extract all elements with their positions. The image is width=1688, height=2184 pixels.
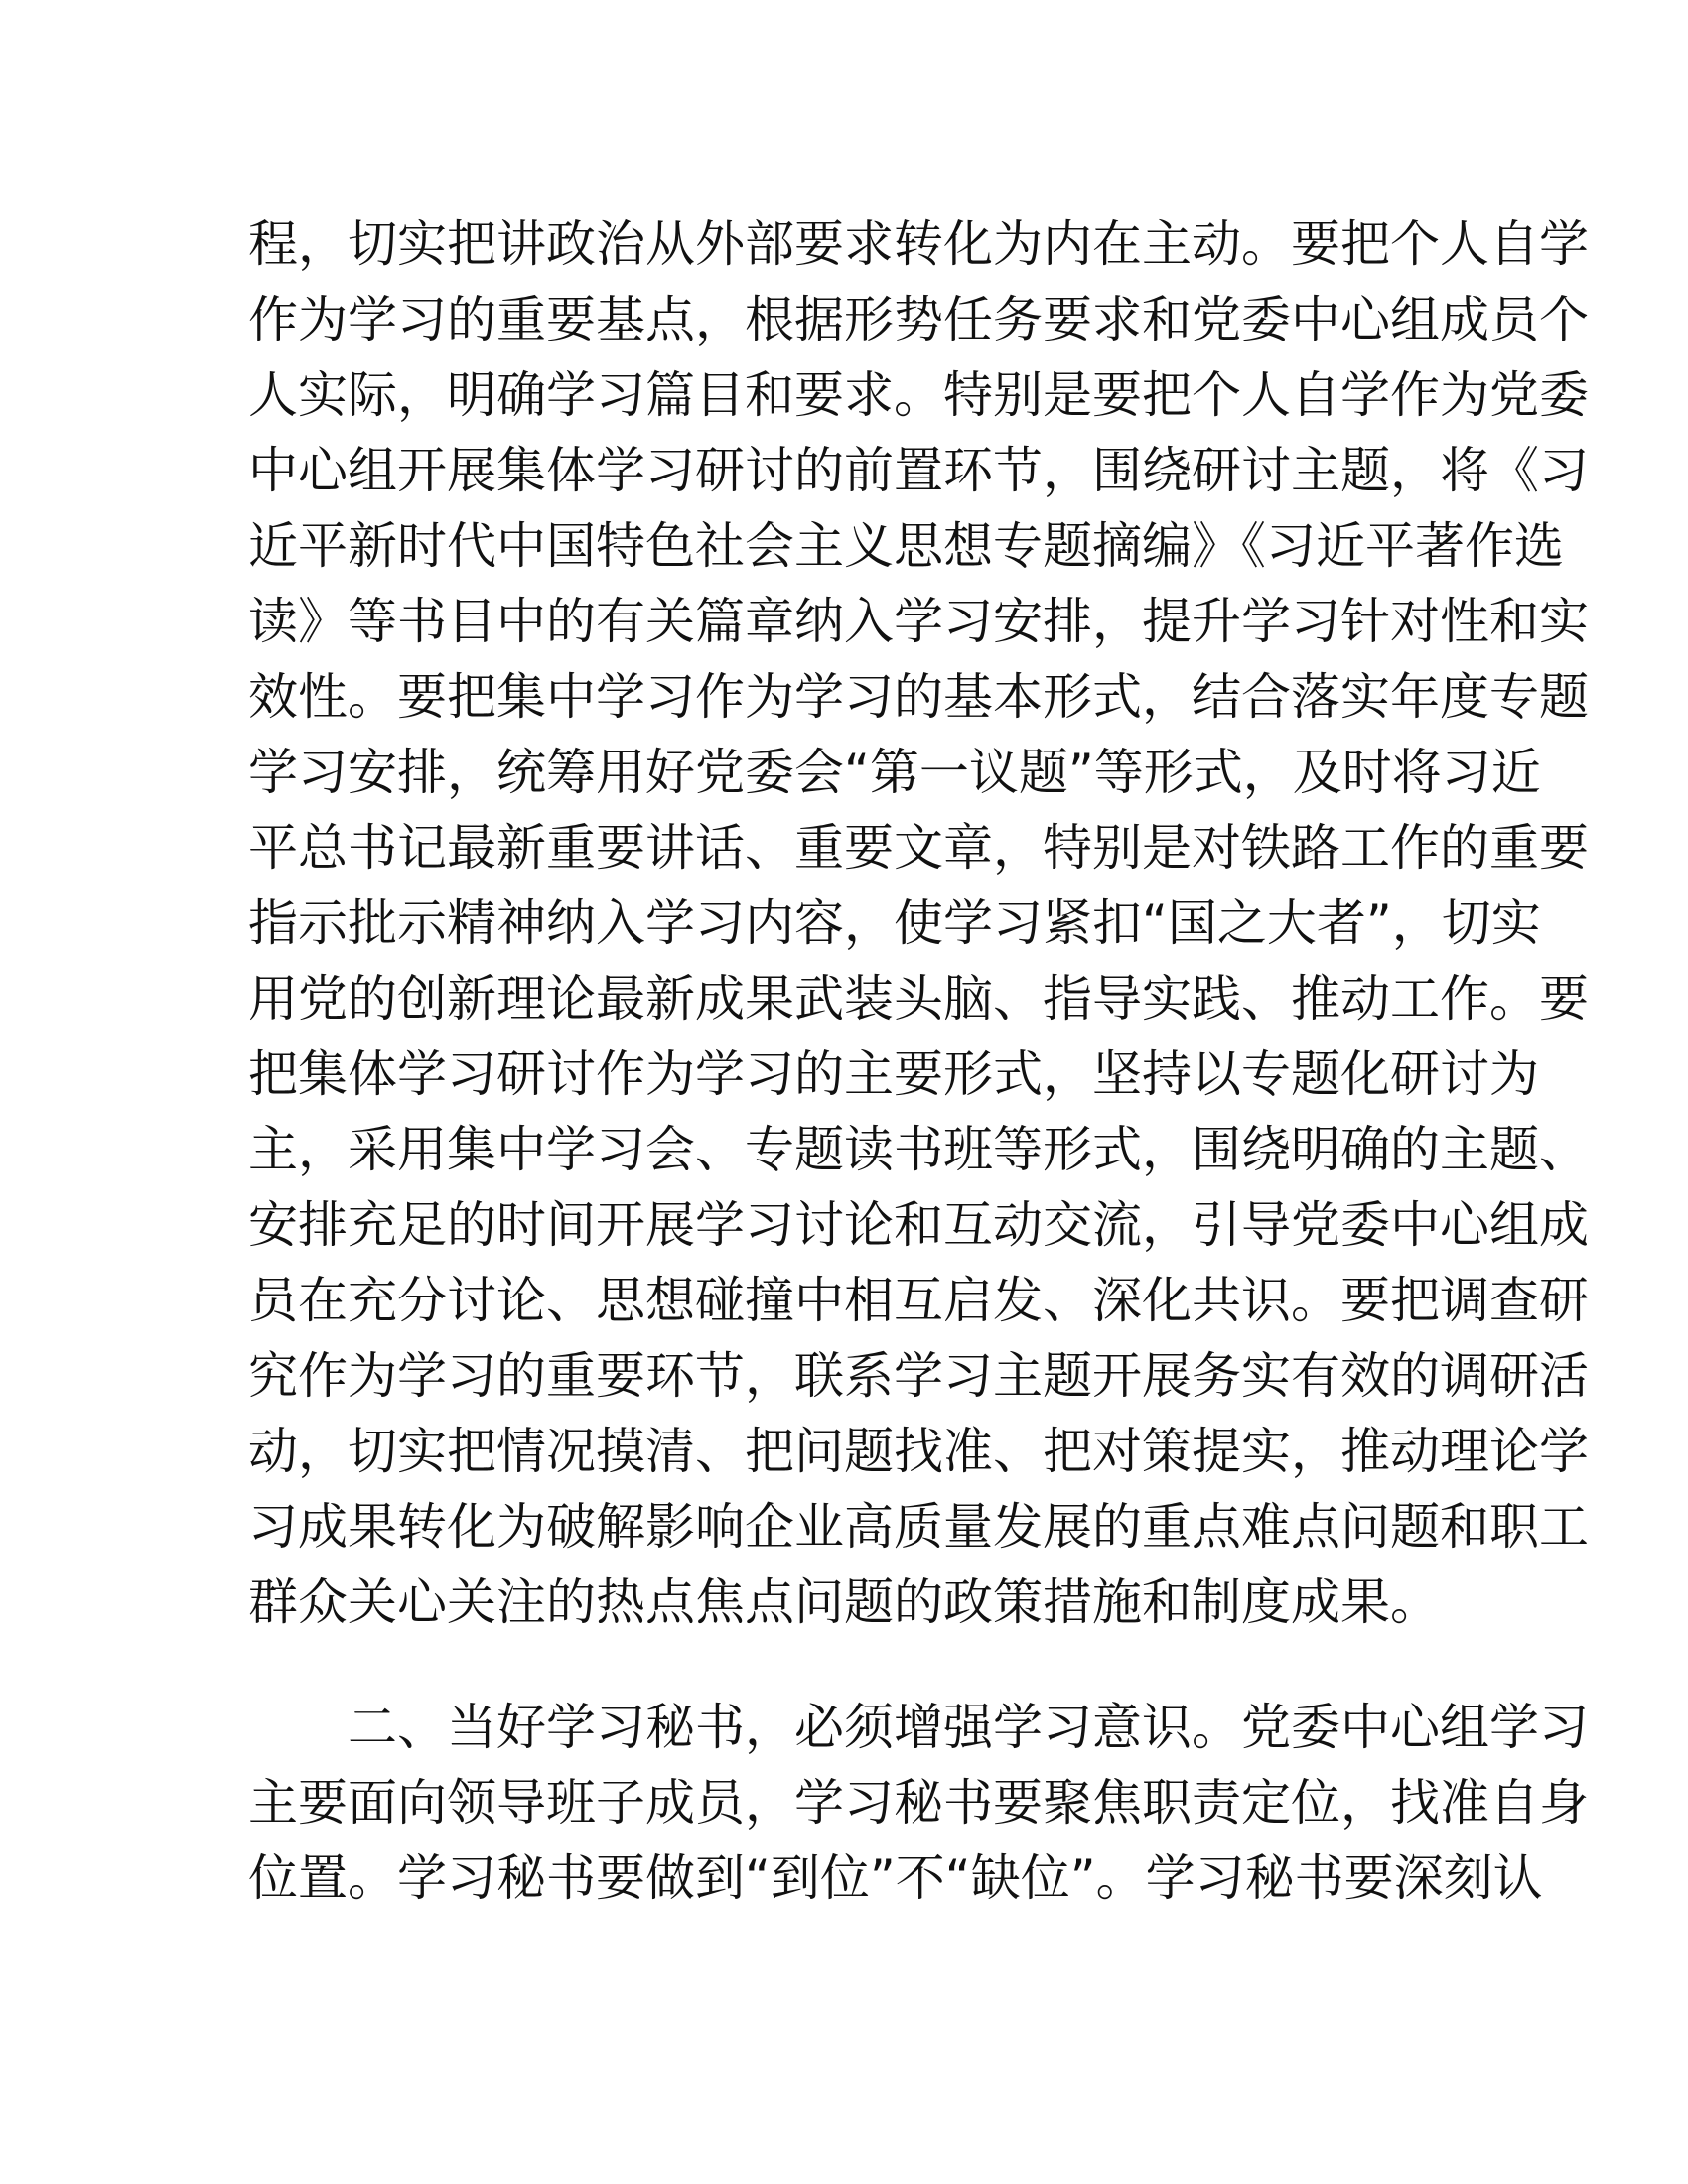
text-line: 近平新时代中国特色社会主义思想专题摘编》《习近平著作选 bbox=[248, 517, 1564, 575]
text-line: 动，切实把情况摸清、把问题找准、把对策提实，推动理论学 bbox=[248, 1423, 1589, 1480]
text-line: 指示批示精神纳入学习内容，使学习紧扣“国之大者”，切实 bbox=[248, 894, 1541, 952]
text-line: 作为学习的重要基点，根据形势任务要求和党委中心组成员个 bbox=[248, 291, 1589, 348]
text-line: 把集体学习研讨作为学习的主要形式，坚持以专题化研讨为 bbox=[248, 1045, 1539, 1103]
text-line: 安排充足的时间开展学习讨论和互动交流，引导党委中心组成 bbox=[248, 1196, 1589, 1254]
text-line: 位置。学习秘书要做到“到位”不“缺位”。学习秘书要深刻认 bbox=[248, 1849, 1543, 1907]
text-line: 用党的创新理论最新成果武装头脑、指导实践、推动工作。要 bbox=[248, 970, 1589, 1027]
text-line: 中心组开展集体学习研讨的前置环节，围绕研讨主题，将《习 bbox=[248, 442, 1589, 499]
paragraph-section-two bbox=[248, 1690, 1589, 1916]
text-line: 群众关心关注的热点焦点问题的政策措施和制度成果。 bbox=[248, 1573, 1440, 1631]
text-line: 二、当好学习秘书，必须增强学习意识。党委中心组学习 bbox=[348, 1699, 1589, 1756]
text-line: 习成果转化为破解影响企业高质量发展的重点难点问题和职工 bbox=[248, 1498, 1589, 1556]
paragraph-continuation bbox=[248, 206, 1589, 1640]
text-line: 平总书记最新重要讲话、重要文章，特别是对铁路工作的重要 bbox=[248, 819, 1589, 877]
text-line: 究作为学习的重要环节，联系学习主题开展务实有效的调研活 bbox=[248, 1347, 1589, 1405]
text-line: 人实际，明确学习篇目和要求。特别是要把个人自学作为党委 bbox=[248, 366, 1589, 424]
text-line: 效性。要把集中学习作为学习的基本形式，结合落实年度专题 bbox=[248, 668, 1589, 726]
text-line: 主，采用集中学习会、专题读书班等形式，围绕明确的主题、 bbox=[248, 1121, 1589, 1178]
text-line: 主要面向领导班子成员，学习秘书要聚焦职责定位，找准自身 bbox=[248, 1774, 1589, 1832]
text-line: 读》等书目中的有关篇章纳入学习安排，提升学习针对性和实 bbox=[248, 593, 1589, 650]
text-line: 员在充分讨论、思想碰撞中相互启发、深化共识。要把调查研 bbox=[248, 1272, 1589, 1329]
text-line: 程，切实把讲政治从外部要求转化为内在主动。要把个人自学 bbox=[248, 215, 1589, 273]
text-line: 学习安排，统筹用好党委会“第一议题”等形式，及时将习近 bbox=[248, 744, 1541, 801]
